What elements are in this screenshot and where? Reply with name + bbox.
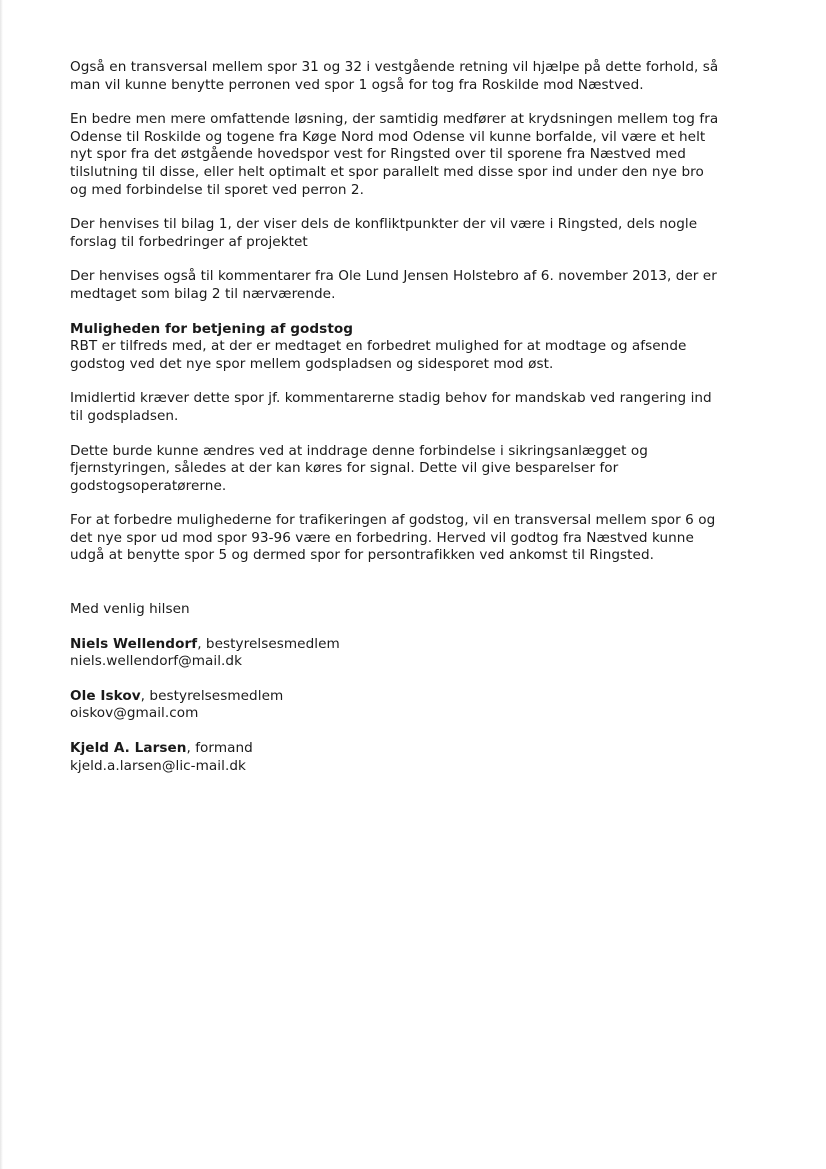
letter-body	[70, 59, 782, 792]
signer-email: niels.wellendorf@mail.dk	[70, 653, 243, 670]
paragraph-transversal-6: For at forbedre mulighederne for trafikeringen af godstog, vil en transversal mellem spor 6 og det nye spor ud mod spor 93-96 være en forbedring. Herved vil godtog fra Næstved kunne udgå at benytte spor 5 og dermed spor for persontrafikken ved ankomst til Ringsted.	[70, 512, 716, 564]
page-edge-shadow	[0, 0, 3, 1169]
signer-kjeld-larsen	[70, 740, 782, 775]
paragraph-shunting-staff: Imidlertid kræver dette spor jf. kommentarerne stadig behov for mandskab ved rangering ind til godspladsen.	[70, 390, 712, 424]
paragraph-signalling: Dette burde kunne ændres ved at inddrage denne forbindelse i sikringsanlægget og fjernstyringen, således at der kan køres for signal. Dette vil give besparelser for godstogsoperatørerne.	[70, 442, 648, 494]
signer-line	[70, 740, 782, 758]
signer-role: , formand	[186, 740, 253, 757]
signer-email: oiskov@gmail.com	[70, 705, 199, 722]
signer-ole-iskov	[70, 688, 782, 723]
signer-role: , bestyrelsesmedlem	[140, 687, 284, 704]
signer-role: , bestyrelsesmedlem	[197, 635, 340, 652]
signer-line	[70, 688, 782, 706]
freight-section	[70, 321, 782, 374]
section-intro: RBT er tilfreds med, at der er medtaget en forbedret mulighed for at modtage og afsende godstog ved det nye spor mellem godspladsen og sidesporet mod øst.	[70, 338, 687, 372]
paragraph-appendix-2: Der henvises også til kommentarer fra Ole Lund Jensen Holstebro af 6. november 2013, der er medtaget som bilag 2 til nærværende.	[70, 268, 717, 302]
signer-name: Kjeld A. Larsen	[70, 740, 187, 757]
closing-greeting: Med venlig hilsen	[70, 601, 190, 618]
signer-name: Niels Wellendorf	[70, 635, 198, 652]
paragraph-transversal-31-32: Også en transversal mellem spor 31 og 32 i vestgående retning vil hjælpe på dette forhold, så man vil kunne benytte perronen ved spor 1 også for tog fra Roskilde mod Næstved.	[70, 59, 719, 93]
paragraph-new-track-solution: En bedre men mere omfattende løsning, der samtidig medfører at krydsningen mellem tog fra Odense til Roskilde og togene fra Køge Nord mod Odense vil kunne borfalde, vil være et helt nyt spor fra det østgående hovedspor vest for Ringsted over til sporene fra Næstved med tilslutning til disse, eller helt optimalt et spor parallelt med disse spor ind under den nye bro og med forbindelse til sporet ved perron 2.	[70, 111, 719, 198]
signer-niels-wellendorf	[70, 636, 782, 671]
closing-block	[70, 601, 782, 775]
paragraph-appendix-1: Der henvises til bilag 1, der viser dels de konfliktpunkter der vil være i Ringsted, dels nogle forslag til forbedringer af projektet	[70, 216, 698, 250]
signer-line	[70, 636, 782, 654]
section-heading: Muligheden for betjening af godstog	[70, 320, 354, 337]
signer-name: Ole Iskov	[70, 687, 141, 704]
signer-email: kjeld.a.larsen@lic-mail.dk	[70, 757, 246, 774]
